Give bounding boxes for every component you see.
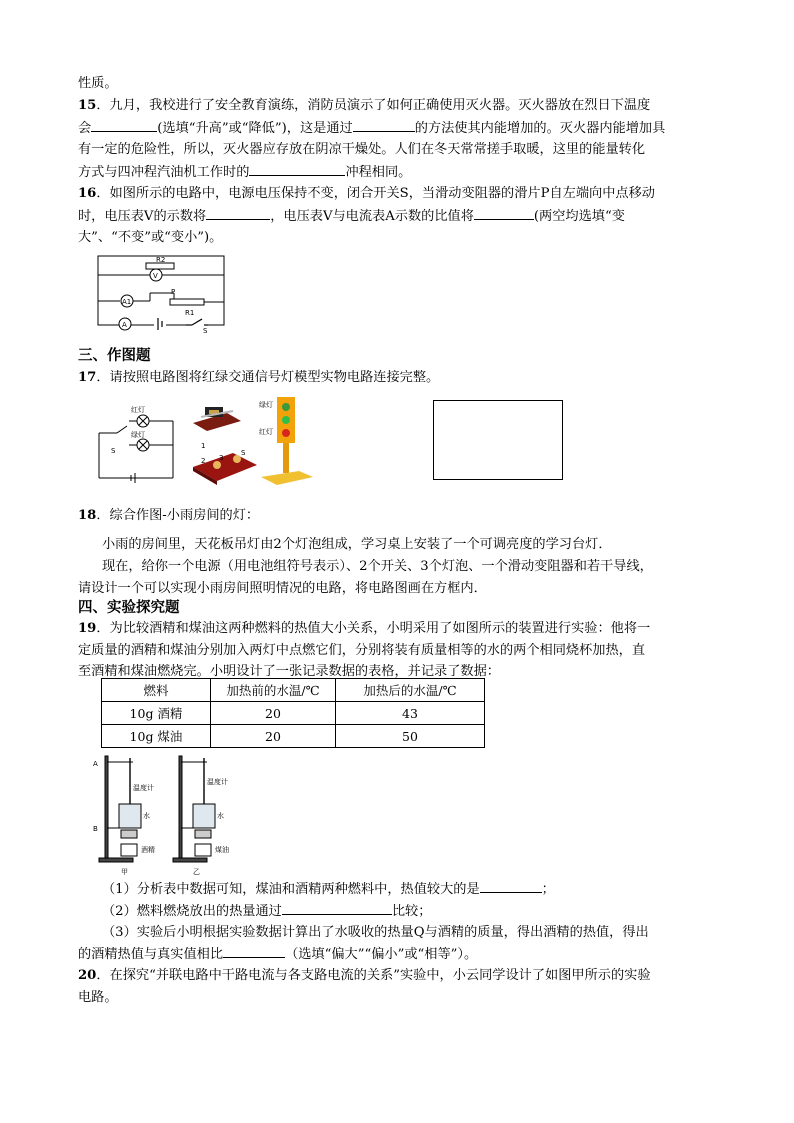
q16-label-a1: A1 (122, 298, 132, 306)
q16-label-v: V (153, 272, 158, 280)
q17-label-s-photo: S (241, 449, 246, 457)
q17-label-1: 1 (201, 442, 206, 450)
q19-label-yi: 乙 (193, 868, 200, 876)
q15-blank-2[interactable] (353, 117, 415, 132)
table-header-cell: 燃料 (102, 679, 211, 702)
q19-label-water-2: 水 (217, 812, 224, 820)
q18-number: 18 (78, 508, 97, 523)
q19-sub2-a: （2）燃料燃烧放出的热量通过 (102, 904, 282, 919)
q16-label-p: P (171, 288, 176, 296)
question-19-line1 (78, 618, 650, 640)
q19-line2: 定质量的酒精和煤油分别加入两灯中点燃它们，分别将装有质量相等的水的两个相同烧杯加热，直 (78, 643, 646, 658)
q15-blank-3[interactable] (249, 161, 345, 176)
q15-blank-1[interactable] (91, 117, 157, 132)
q18-line2: 现在，给你一个电源（用电池组符号表示）、2个开关、3个灯泡、一个滑动变阻器和若干导线， (102, 559, 653, 574)
table-cell: 20 (211, 725, 336, 748)
q15-line2-c: 的方法使其内能增加的。灭火器内能增加具 (414, 121, 666, 136)
q17-text: ．请按照电路图将红绿交通信号灯模型实物电路连接完整。 (96, 370, 440, 385)
q19-sub3-c: （选填“偏大”“偏小”或“相等”）。 (285, 947, 478, 962)
table-cell: 20 (211, 702, 336, 725)
q19-line1: ．为比较酒精和煤油这两种燃料的热值大小关系，小明采用了如图所示的装置进行实验：他将一 (96, 621, 651, 636)
q19-blank-2[interactable] (282, 900, 392, 915)
q19-label-kerosene: 煤油 (215, 846, 229, 854)
q15-number: 15 (78, 98, 97, 113)
q16-number: 16 (78, 186, 97, 201)
q16-label-r2: R2 (156, 256, 166, 264)
q19-sub3-line2 (78, 943, 477, 966)
q19-sub1 (102, 878, 555, 901)
q16-label-s: S (203, 327, 208, 335)
q19-blank-1[interactable] (480, 878, 542, 893)
q19-sub3-line1: （3）实验后小明根据实验数据计算出了水吸收的热量Q与酒精的质量，得出酒精的热值，得出 (102, 925, 649, 940)
q15-line3: 有一定的危险性，所以，灭火器应存放在阴凉干燥处。人们在冬天常常搓手取暖，这里的能量转化 (78, 142, 646, 157)
q16-line2-b: ，电压表V与电流表A示数的比值将 (270, 209, 474, 224)
question-17 (78, 367, 439, 389)
q15-line4-a: 方式与四冲程汽油机工作时的 (78, 165, 250, 180)
q19-blank-3[interactable] (223, 943, 285, 958)
q17-label-red: 红灯 (131, 406, 145, 414)
q17-photo-label-green: 绿灯 (259, 401, 273, 409)
q20-number: 20 (78, 968, 97, 983)
q19-sub1-a: （1）分析表中数据可知，煤油和酒精两种燃料中，热值较大的是 (102, 882, 480, 897)
q15-line4-b: 冲程相同。 (345, 165, 412, 180)
q19-sub2 (102, 900, 431, 923)
q16-label-a: A (122, 321, 127, 329)
q16-line1: ．如图所示的电路中，电源电压保持不变，闭合开关S，当滑动变阻器的滑片P自左端向中点移动 (96, 186, 655, 201)
q15-line1: ．九月，我校进行了安全教育演练，消防员演示了如何正确使用灭火器。灭火器放在烈日下温度 (96, 98, 651, 113)
q16-line2-a: 时，电压表V的示数将 (78, 209, 207, 224)
q18-line3: 请设计一个可以实现小雨房间照明情况的电路，将电路图画在方框内． (78, 581, 487, 596)
table-header-row (102, 679, 485, 702)
carryover-text: 性质。 (78, 76, 118, 91)
q15-line2-b: (选填“升高”或“降低”)，这是通过 (157, 121, 353, 136)
q17-answer-box[interactable] (433, 400, 563, 480)
q19-sub2-b: 比较； (391, 904, 432, 919)
q19-label-jia: 甲 (121, 868, 128, 876)
table-cell: 50 (336, 725, 485, 748)
question-18-title (78, 505, 259, 527)
q17-number: 17 (78, 370, 97, 385)
table-cell: 43 (336, 702, 485, 725)
q19-label-thermometer-2: 温度计 (207, 778, 228, 786)
table-header-cell: 加热前的水温/℃ (211, 679, 336, 702)
q15-line2-a: 会 (78, 121, 92, 136)
q16-blank-2[interactable] (474, 205, 534, 220)
q18-title: ．综合作图-小雨房间的灯： (96, 508, 260, 523)
q19-label-water-1: 水 (143, 812, 150, 820)
q20-line2: 电路。 (78, 990, 118, 1005)
q19-label-thermometer-1: 温度计 (133, 784, 154, 792)
question-20-line1 (78, 965, 651, 987)
q17-label-s: S (111, 447, 116, 455)
q17-photo-label-red: 红灯 (259, 428, 273, 436)
q19-apparatus-figure (93, 754, 243, 876)
q17-label-green: 绿灯 (131, 431, 145, 439)
q16-label-r1: R1 (185, 309, 195, 317)
q16-circuit-diagram (94, 253, 228, 335)
q16-line3: 大”、“不变”或“变小”)。 (78, 230, 223, 245)
table-header-cell: 加热后的水温/℃ (336, 679, 485, 702)
q19-label-a: A (93, 760, 98, 768)
q16-blank-1[interactable] (206, 205, 270, 220)
q19-data-table (101, 678, 485, 748)
q19-sub1-b: ； (541, 882, 555, 897)
q16-line2-c: (两空均选填“变 (533, 209, 625, 224)
q19-number: 19 (78, 621, 97, 636)
table-row (102, 702, 485, 725)
section-3-heading: 三、作图题 (78, 348, 151, 364)
q17-label-2: 2 (201, 457, 206, 465)
section-4-heading: 四、实验探究题 (78, 600, 180, 616)
q19-line3: 至酒精和煤油燃烧完。小明设计了一张记录数据的表格，并记录了数据： (78, 664, 500, 679)
q19-sub3-b: 的酒精热值与真实值相比 (78, 947, 224, 962)
q19-label-b: B (93, 825, 98, 833)
q17-traffic-light-figure (93, 393, 313, 488)
table-cell: 10g 酒精 (102, 702, 211, 725)
table-row (102, 725, 485, 748)
table-cell: 10g 煤油 (102, 725, 211, 748)
q18-line1: 小雨的房间里，天花板吊灯由2个灯泡组成，学习桌上安装了一个可调亮度的学习台灯． (102, 537, 612, 552)
q19-label-alcohol: 酒精 (141, 846, 155, 854)
q20-line1: ．在探究“并联电路中干路电流与各支路电流的关系”实验中，小云同学设计了如图甲所示的实验 (96, 968, 651, 983)
q17-label-3: 3 (219, 454, 224, 462)
